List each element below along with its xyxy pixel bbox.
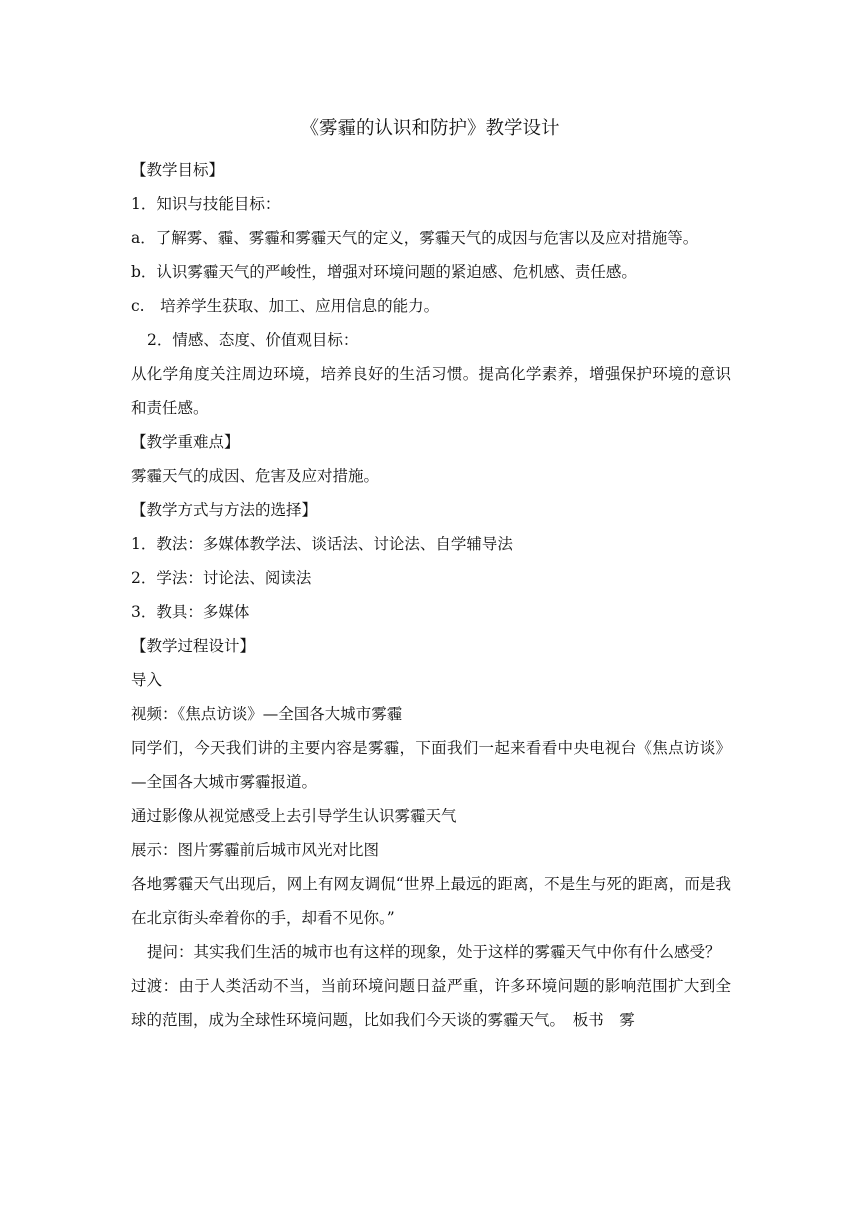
method-item-teaching: 1．教法：多媒体教学法、谈话法、讨论法、自学辅导法	[131, 535, 513, 553]
process-video: 视频：《焦点访谈》—全国各大城市雾霾	[131, 705, 403, 723]
objective-knowledge-heading: 1．知识与技能目标：	[131, 195, 281, 213]
section-heading-key-points: 【教学重难点】	[131, 433, 240, 451]
method-item-learning: 2．学法：讨论法、阅读法	[131, 569, 312, 587]
process-visual-guide: 通过影像从视觉感受上去引导学生认识雾霾天气	[131, 807, 457, 825]
process-teacher-speech: 同学们，今天我们讲的主要内容是雾霾，下面我们一起来看看中央电视台《焦点访谈》—全国各大城市雾霾报道。	[131, 739, 731, 791]
objective-item-a: a．了解雾、霾、雾霾和雾霾天气的定义，雾霾天气的成因与危害以及应对措施等。	[131, 229, 699, 247]
document-body	[131, 153, 731, 1037]
section-heading-methods: 【教学方式与方法的选择】	[131, 501, 318, 519]
objective-emotion-text: 从化学角度关注周边环境，培养良好的生活习惯。提高化学素养，增强保护环境的意识和责任感。	[131, 365, 731, 417]
objective-item-c: c. 培养学生获取、加工、应用信息的能力。	[131, 297, 440, 315]
process-transition: 过渡：由于人类活动不当，当前环境问题日益严重，许多环境问题的影响范围扩大到全球的范围，成为全球性环境问题，比如我们今天谈的雾霾天气。 板书 雾	[131, 977, 731, 1029]
key-points-text: 雾霾天气的成因、危害及应对措施。	[131, 467, 380, 485]
section-heading-objectives: 【教学目标】	[131, 161, 225, 179]
process-question: 提问：其实我们生活的城市也有这样的现象，处于这样的雾霾天气中你有什么感受？	[147, 943, 721, 961]
method-item-tools: 3．教具：多媒体	[131, 603, 250, 621]
process-quote: 各地雾霾天气出现后，网上有网友调侃“世界上最远的距离，不是生与死的距离，而是我在北京街头牵着你的手，却看不见你。”	[131, 875, 731, 927]
process-show-images: 展示：图片雾霾前后城市风光对比图	[131, 841, 380, 859]
process-intro: 导入	[131, 671, 163, 689]
section-heading-process: 【教学过程设计】	[131, 637, 256, 655]
objective-emotion-heading: 2．情感、态度、价值观目标：	[147, 331, 359, 349]
objective-item-b: b．认识雾霾天气的严峻性，增强对环境问题的紧迫感、危机感、责任感。	[131, 263, 637, 281]
document-title: 《雾霾的认识和防护》教学设计	[300, 118, 560, 139]
